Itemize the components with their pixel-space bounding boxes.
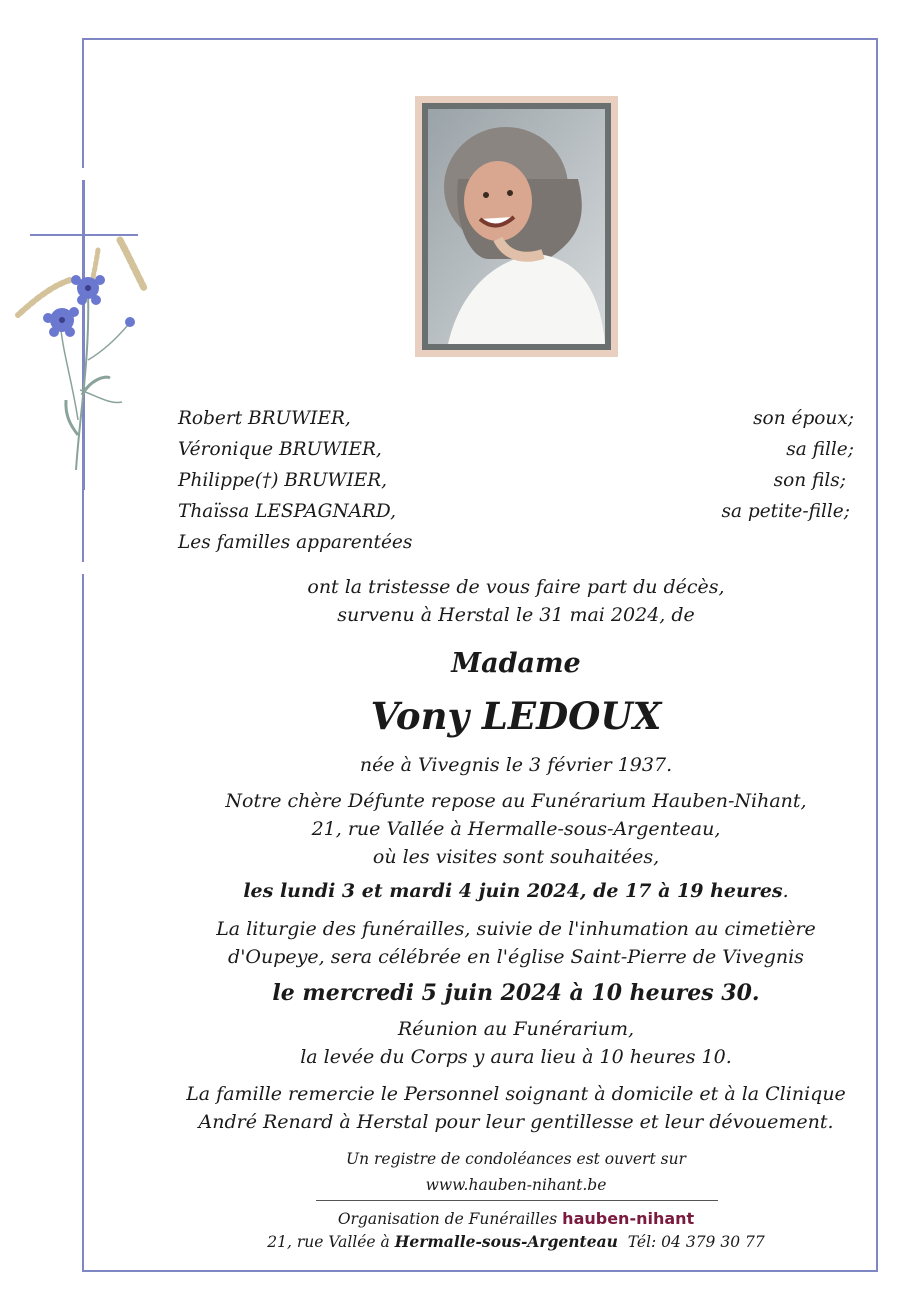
relative-relation: sa petite-fille; (721, 501, 850, 522)
visitation-line: 21, rue Vallée à Hermalle-sous-Argenteau, (311, 818, 721, 840)
visitation-dates (118, 880, 914, 902)
cross-flower-icon (10, 160, 160, 490)
relative-name: Philippe(†) BRUWIER, (178, 470, 388, 491)
footer-phone: Tél: 04 379 30 77 (627, 1233, 765, 1251)
relative-name: Véronique BRUWIER, (178, 439, 382, 460)
relative-row (178, 501, 854, 531)
relative-name: Robert BRUWIER, (178, 408, 351, 429)
meeting-line: Réunion au Funérarium, (397, 1018, 635, 1040)
footer-address-prefix: 21, rue Vallée à (267, 1233, 390, 1251)
footer-divider (316, 1200, 718, 1201)
visitation-dates-end: . (782, 880, 789, 902)
footer-address-town: Hermalle-sous-Argenteau (394, 1232, 618, 1251)
announcement-line: ont la tristesse de vous faire part du décès, (307, 576, 725, 598)
funeral-date: le mercredi 5 juin 2024 à 10 heures 30. (272, 980, 760, 1006)
visitation-dates-text: les lundi 3 et mardi 4 juin 2024, de 17 à 19 heures (243, 880, 783, 902)
funeral-line: d'Oupeye, sera célébrée en l'église Saint-Pierre de Vivegnis (228, 946, 804, 968)
deceased-name: Vony LEDOUX (370, 694, 662, 738)
portrait-photo (428, 109, 605, 344)
footer-org-prefix: Organisation de Funérailles (337, 1210, 558, 1228)
relative-name: Les familles apparentées (178, 532, 413, 553)
registry-line: Un registre de condoléances est ouvert sur (346, 1150, 686, 1168)
visitation-line: Notre chère Défunte repose au Funérarium Hauben-Nihant, (225, 790, 807, 812)
relative-row (178, 470, 854, 500)
thanks-line: André Renard à Herstal pour leur gentillesse et leur dévouement. (198, 1111, 834, 1133)
meeting-line: la levée du Corps y aura lieu à 10 heures 10. (300, 1046, 732, 1068)
footer-org (118, 1209, 914, 1228)
portrait-frame (415, 96, 618, 357)
birth-line: née à Vivegnis le 3 février 1937. (359, 754, 673, 776)
footer-address (118, 1232, 914, 1251)
relative-relation: sa fille; (786, 439, 854, 460)
visitation-line: où les visites sont souhaitées, (372, 846, 660, 868)
registry-url[interactable]: www.hauben-nihant.be (425, 1176, 607, 1194)
announcement-line: survenu à Herstal le 31 mai 2024, de (337, 604, 695, 626)
thanks-line: La famille remercie le Personnel soignant à domicile et à la Clinique (186, 1083, 846, 1105)
funeral-line: La liturgie des funérailles, suivie de l'inhumation au cimetière (216, 918, 816, 940)
relative-row (178, 439, 854, 469)
relative-row (178, 532, 854, 562)
relative-relation: son fils; (773, 470, 846, 491)
deceased-title: Madame (451, 648, 581, 679)
relative-row (178, 408, 854, 438)
relative-name: Thaïssa LESPAGNARD, (178, 501, 396, 522)
relative-relation: son époux; (753, 408, 854, 429)
brand-logo: hauben-nihant (562, 1209, 695, 1228)
frame-gap (78, 562, 88, 574)
